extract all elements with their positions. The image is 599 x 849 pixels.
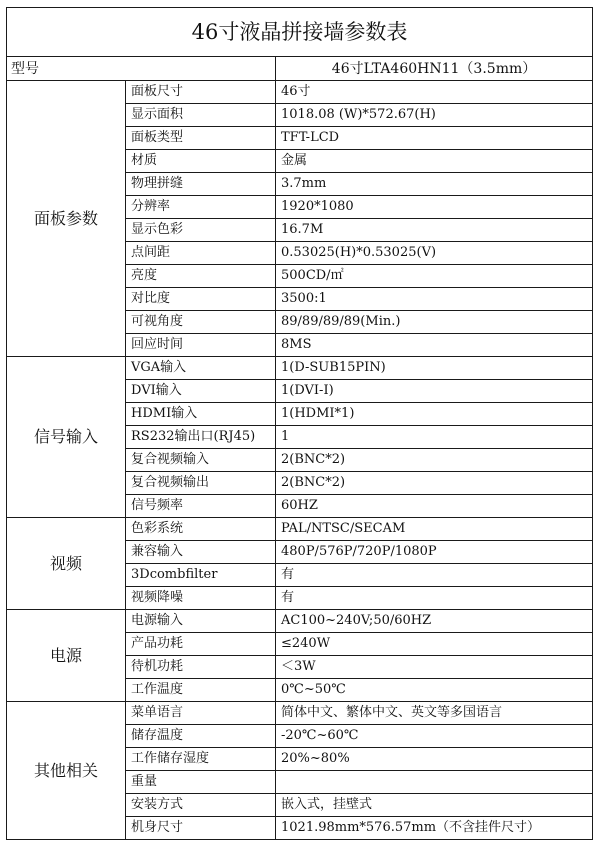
param-label: HDMI输入	[126, 403, 276, 426]
param-value: 1920*1080	[276, 196, 593, 219]
param-label: 视频降噪	[126, 587, 276, 610]
param-label: 待机功耗	[126, 656, 276, 679]
param-value	[276, 771, 593, 794]
group-name: 视频	[7, 518, 126, 610]
param-value: 金属	[276, 150, 593, 173]
param-label: 显示色彩	[126, 219, 276, 242]
param-value: 8MS	[276, 334, 593, 357]
param-value: 1(DVI-I)	[276, 380, 593, 403]
param-value: 1018.08 (W)*572.67(H)	[276, 104, 593, 127]
group-name: 信号输入	[7, 357, 126, 518]
param-label: 可视角度	[126, 311, 276, 334]
group-name: 其他相关	[7, 702, 126, 840]
param-value: 500CD/㎡	[276, 265, 593, 288]
param-label: 亮度	[126, 265, 276, 288]
param-label: 重量	[126, 771, 276, 794]
param-label: 储存温度	[126, 725, 276, 748]
param-value: 3.7mm	[276, 173, 593, 196]
param-value: ≤240W	[276, 633, 593, 656]
param-value: 46寸	[276, 81, 593, 104]
param-label: 工作温度	[126, 679, 276, 702]
param-value: 2(BNC*2)	[276, 472, 593, 495]
param-value: TFT-LCD	[276, 127, 593, 150]
table-row	[7, 357, 593, 380]
param-label: 兼容输入	[126, 541, 276, 564]
param-value: 60HZ	[276, 495, 593, 518]
param-value: 2(BNC*2)	[276, 449, 593, 472]
param-label: 对比度	[126, 288, 276, 311]
model-row	[7, 57, 593, 81]
param-label: 材质	[126, 150, 276, 173]
param-value: 有	[276, 564, 593, 587]
param-label: 信号频率	[126, 495, 276, 518]
param-value: 0.53025(H)*0.53025(V)	[276, 242, 593, 265]
param-label: 3Dcombfilter	[126, 564, 276, 587]
param-value: 1	[276, 426, 593, 449]
param-value: 3500:1	[276, 288, 593, 311]
param-value: 嵌入式，挂壁式	[276, 794, 593, 817]
param-value: 0℃~50℃	[276, 679, 593, 702]
param-label: 电源输入	[126, 610, 276, 633]
model-value: 46寸LTA460HN11（3.5mm）	[276, 57, 593, 81]
param-label: 色彩系统	[126, 518, 276, 541]
param-label: 面板类型	[126, 127, 276, 150]
param-label: 分辨率	[126, 196, 276, 219]
param-value: AC100~240V;50/60HZ	[276, 610, 593, 633]
param-value: 1(HDMI*1)	[276, 403, 593, 426]
param-value: 1021.98mm*576.57mm（不含挂件尺寸）	[276, 817, 593, 840]
table-title: 46寸液晶拼接墙参数表	[7, 8, 593, 57]
spec-table	[6, 7, 593, 840]
param-value: 89/89/89/89(Min.)	[276, 311, 593, 334]
param-value: -20℃~60℃	[276, 725, 593, 748]
table-row	[7, 610, 593, 633]
title-row	[7, 8, 593, 57]
param-label: 产品功耗	[126, 633, 276, 656]
param-label: RS232输出口(RJ45)	[126, 426, 276, 449]
spec-table-body	[7, 8, 593, 840]
param-label: DVI输入	[126, 380, 276, 403]
param-label: 点间距	[126, 242, 276, 265]
param-value: PAL/NTSC/SECAM	[276, 518, 593, 541]
table-row	[7, 81, 593, 104]
param-value: 简体中文、繁体中文、英文等多国语言	[276, 702, 593, 725]
param-value: ＜3W	[276, 656, 593, 679]
param-value: 有	[276, 587, 593, 610]
param-value: 480P/576P/720P/1080P	[276, 541, 593, 564]
param-label: 复合视频输入	[126, 449, 276, 472]
param-label: 机身尺寸	[126, 817, 276, 840]
param-value: 1(D-SUB15PIN)	[276, 357, 593, 380]
param-value: 20%~80%	[276, 748, 593, 771]
param-label: 显示面积	[126, 104, 276, 127]
table-row	[7, 518, 593, 541]
param-label: 复合视频输出	[126, 472, 276, 495]
param-label: 安装方式	[126, 794, 276, 817]
param-label: 菜单语言	[126, 702, 276, 725]
param-label: 工作储存湿度	[126, 748, 276, 771]
param-label: VGA输入	[126, 357, 276, 380]
param-value: 16.7M	[276, 219, 593, 242]
param-label: 面板尺寸	[126, 81, 276, 104]
model-label: 型号	[7, 57, 276, 81]
table-row	[7, 702, 593, 725]
param-label: 回应时间	[126, 334, 276, 357]
group-name: 电源	[7, 610, 126, 702]
group-name: 面板参数	[7, 81, 126, 357]
param-label: 物理拼缝	[126, 173, 276, 196]
